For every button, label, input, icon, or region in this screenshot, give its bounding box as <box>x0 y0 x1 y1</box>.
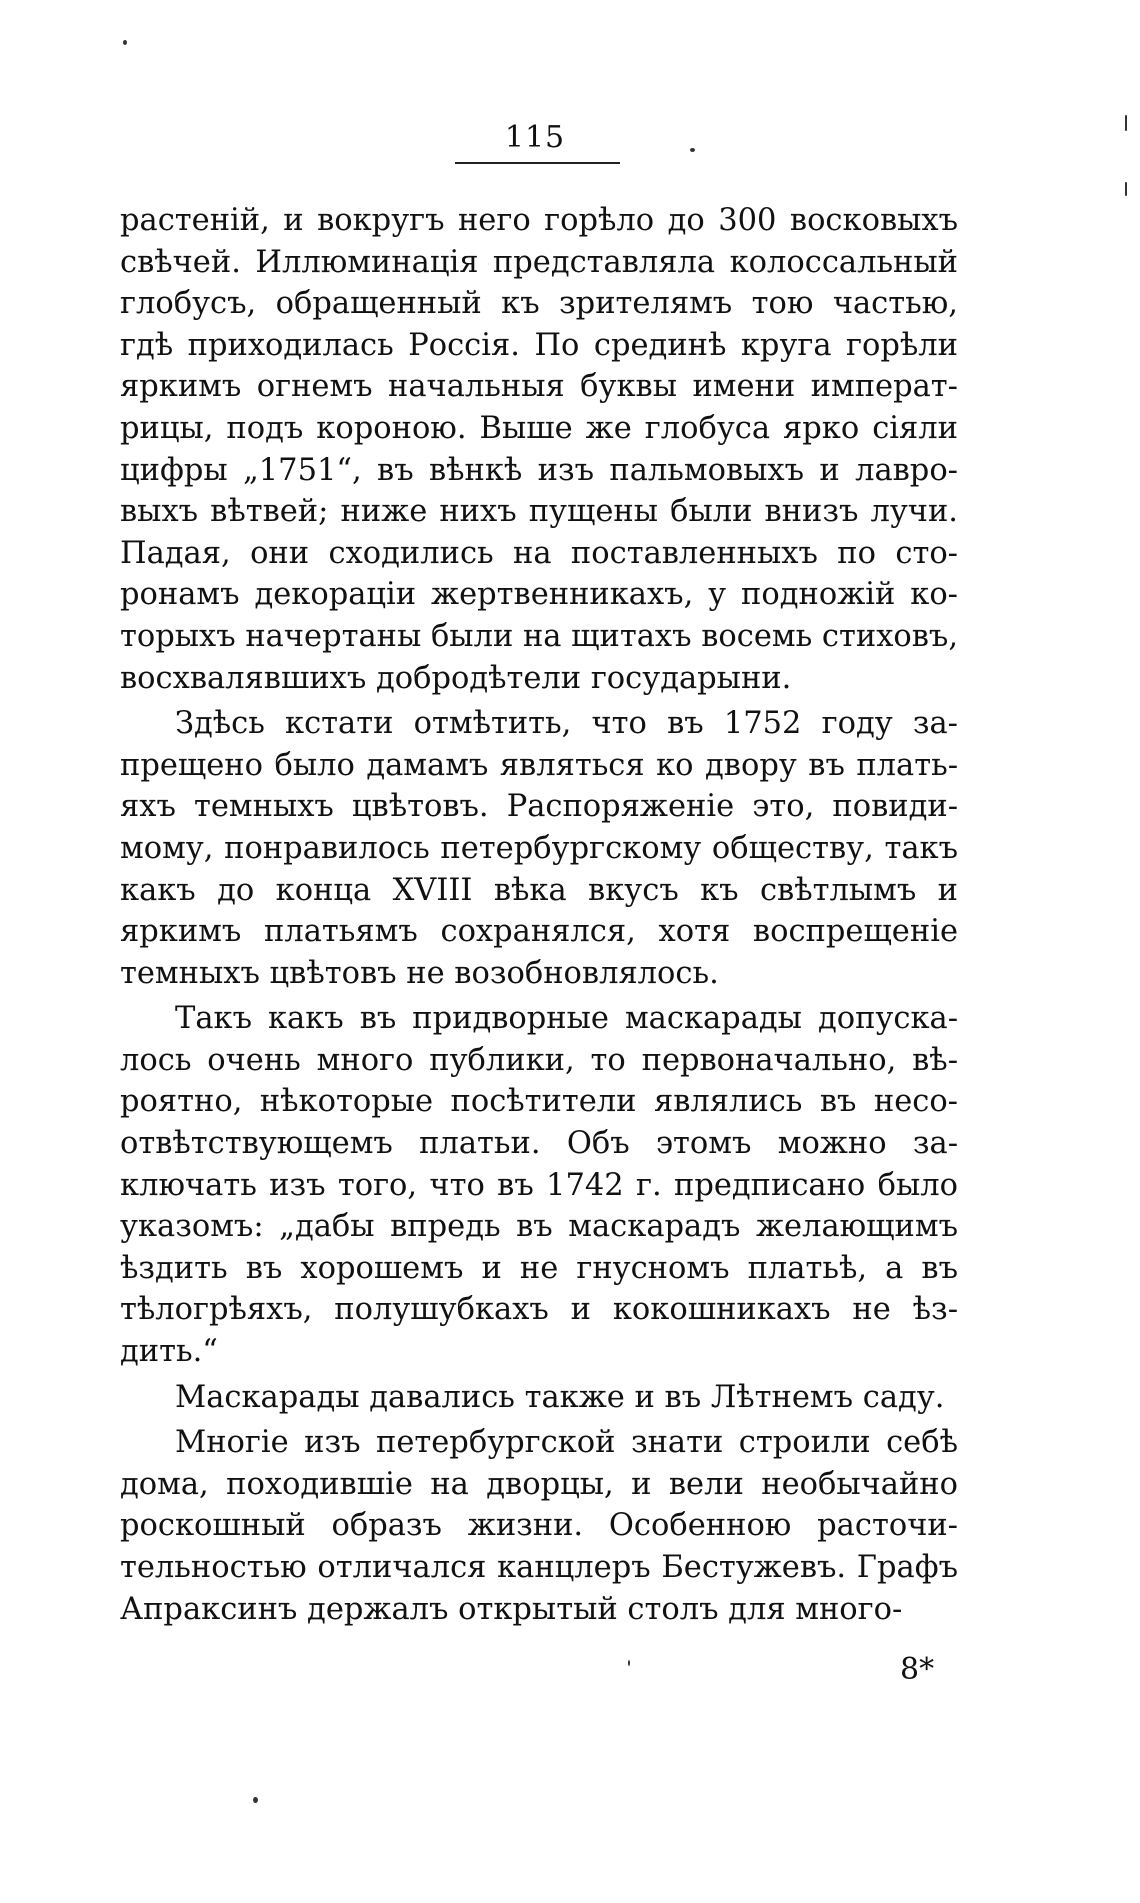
text-line: ключать изъ того, что въ 1742 г. предписано было <box>120 1167 958 1203</box>
text-line: гдѣ приходилась Россія. По срединѣ круга горѣли <box>120 327 958 363</box>
text-line: указомъ: „дабы впредь въ маскарадъ желающимъ <box>120 1209 958 1245</box>
text-line: тѣлогрѣяхъ, полушубкахъ и кокошникахъ не ѣз- <box>120 1292 958 1328</box>
scan-speck <box>628 1660 630 1666</box>
text-line: отвѣтствующемъ платьи. Объ этомъ можно за- <box>120 1126 958 1162</box>
text-line: дома, походившіе на дворцы, и вели необычайно <box>120 1466 958 1502</box>
text-line: роятно, нѣкоторые посѣтители являлись въ несо- <box>120 1084 958 1120</box>
text-line: Такъ какъ въ придворные маскарады допуска- <box>175 1001 958 1037</box>
paragraph <box>120 200 958 699</box>
text-line: прещено было дамамъ являться ко двору въ плать- <box>120 747 958 783</box>
header-rule <box>455 162 620 164</box>
text-line: выхъ вѣтвей; ниже нихъ пущены были внизъ лучи. <box>120 494 958 530</box>
scan-speck <box>690 148 695 152</box>
paragraph <box>120 1422 958 1630</box>
text-line: яркимъ огнемъ начальныя буквы имени императ- <box>120 369 958 405</box>
text-line: рицы, подъ короною. Выше же глобуса ярко сіяли <box>120 410 958 446</box>
page-number: 115 <box>504 120 566 155</box>
text-line: Апраксинъ держалъ открытый столъ для много- <box>120 1591 903 1627</box>
paragraph <box>120 703 958 994</box>
scan-speck <box>1125 182 1127 196</box>
body-text <box>120 200 958 1630</box>
paragraph <box>120 1377 958 1419</box>
text-line: яхъ темныхъ цвѣтовъ. Распоряженіе это, повиди- <box>120 789 958 825</box>
text-line: торыхъ начертаны были на щитахъ восемь стиховъ, <box>120 618 959 654</box>
text-line: роскошный образъ жизни. Особенною расточи- <box>120 1508 958 1544</box>
scan-speck <box>253 1797 258 1803</box>
text-line: ронамъ декораціи жертвенникахъ, у подножій ко- <box>120 577 958 613</box>
text-line: лось очень много публики, то первоначально, вѣ- <box>120 1042 958 1078</box>
scan-speck <box>123 40 127 45</box>
text-line: дить.“ <box>120 1334 218 1370</box>
text-line: восхвалявшихъ добродѣтели государыни. <box>120 660 792 696</box>
text-line: темныхъ цвѣтовъ не возобновлялось. <box>120 955 719 991</box>
text-line: Многіе изъ петербургской знати строили себѣ <box>175 1425 958 1461</box>
text-line: цифры „1751“, въ вѣнкѣ изъ пальмовыхъ и лавро- <box>120 452 958 488</box>
text-line: растеній, и вокругъ него горѣло до 300 восковыхъ <box>120 203 958 238</box>
signature-mark: 8* <box>900 1652 935 1687</box>
scan-speck <box>1125 115 1127 131</box>
text-line: какъ до конца XVIII вѣка вкусъ къ свѣтлымъ и <box>120 872 958 908</box>
text-line: тельностью отличался канцлеръ Бестужевъ. Графъ <box>120 1550 958 1585</box>
text-line: яркимъ платьямъ сохранялся, хотя воспрещеніе <box>120 914 958 950</box>
text-line: мому, понравилось петербургскому обществу, такъ <box>120 830 958 866</box>
paragraph <box>120 998 958 1372</box>
text-line: свѣчей. Иллюминація представляла колоссальный <box>120 244 958 280</box>
text-line: Падая, они сходились на поставленныхъ по сто- <box>120 535 958 571</box>
text-line: Маскарады давались также и въ Лѣтнемъ саду. <box>175 1379 945 1415</box>
text-line: ѣздить въ хорошемъ и не гнусномъ платьѣ, а въ <box>120 1250 958 1286</box>
text-line: глобусъ, обращенный къ зрителямъ тою частью, <box>120 286 958 322</box>
text-line: Здѣсь кстати отмѣтить, что въ 1752 году за- <box>175 706 958 742</box>
